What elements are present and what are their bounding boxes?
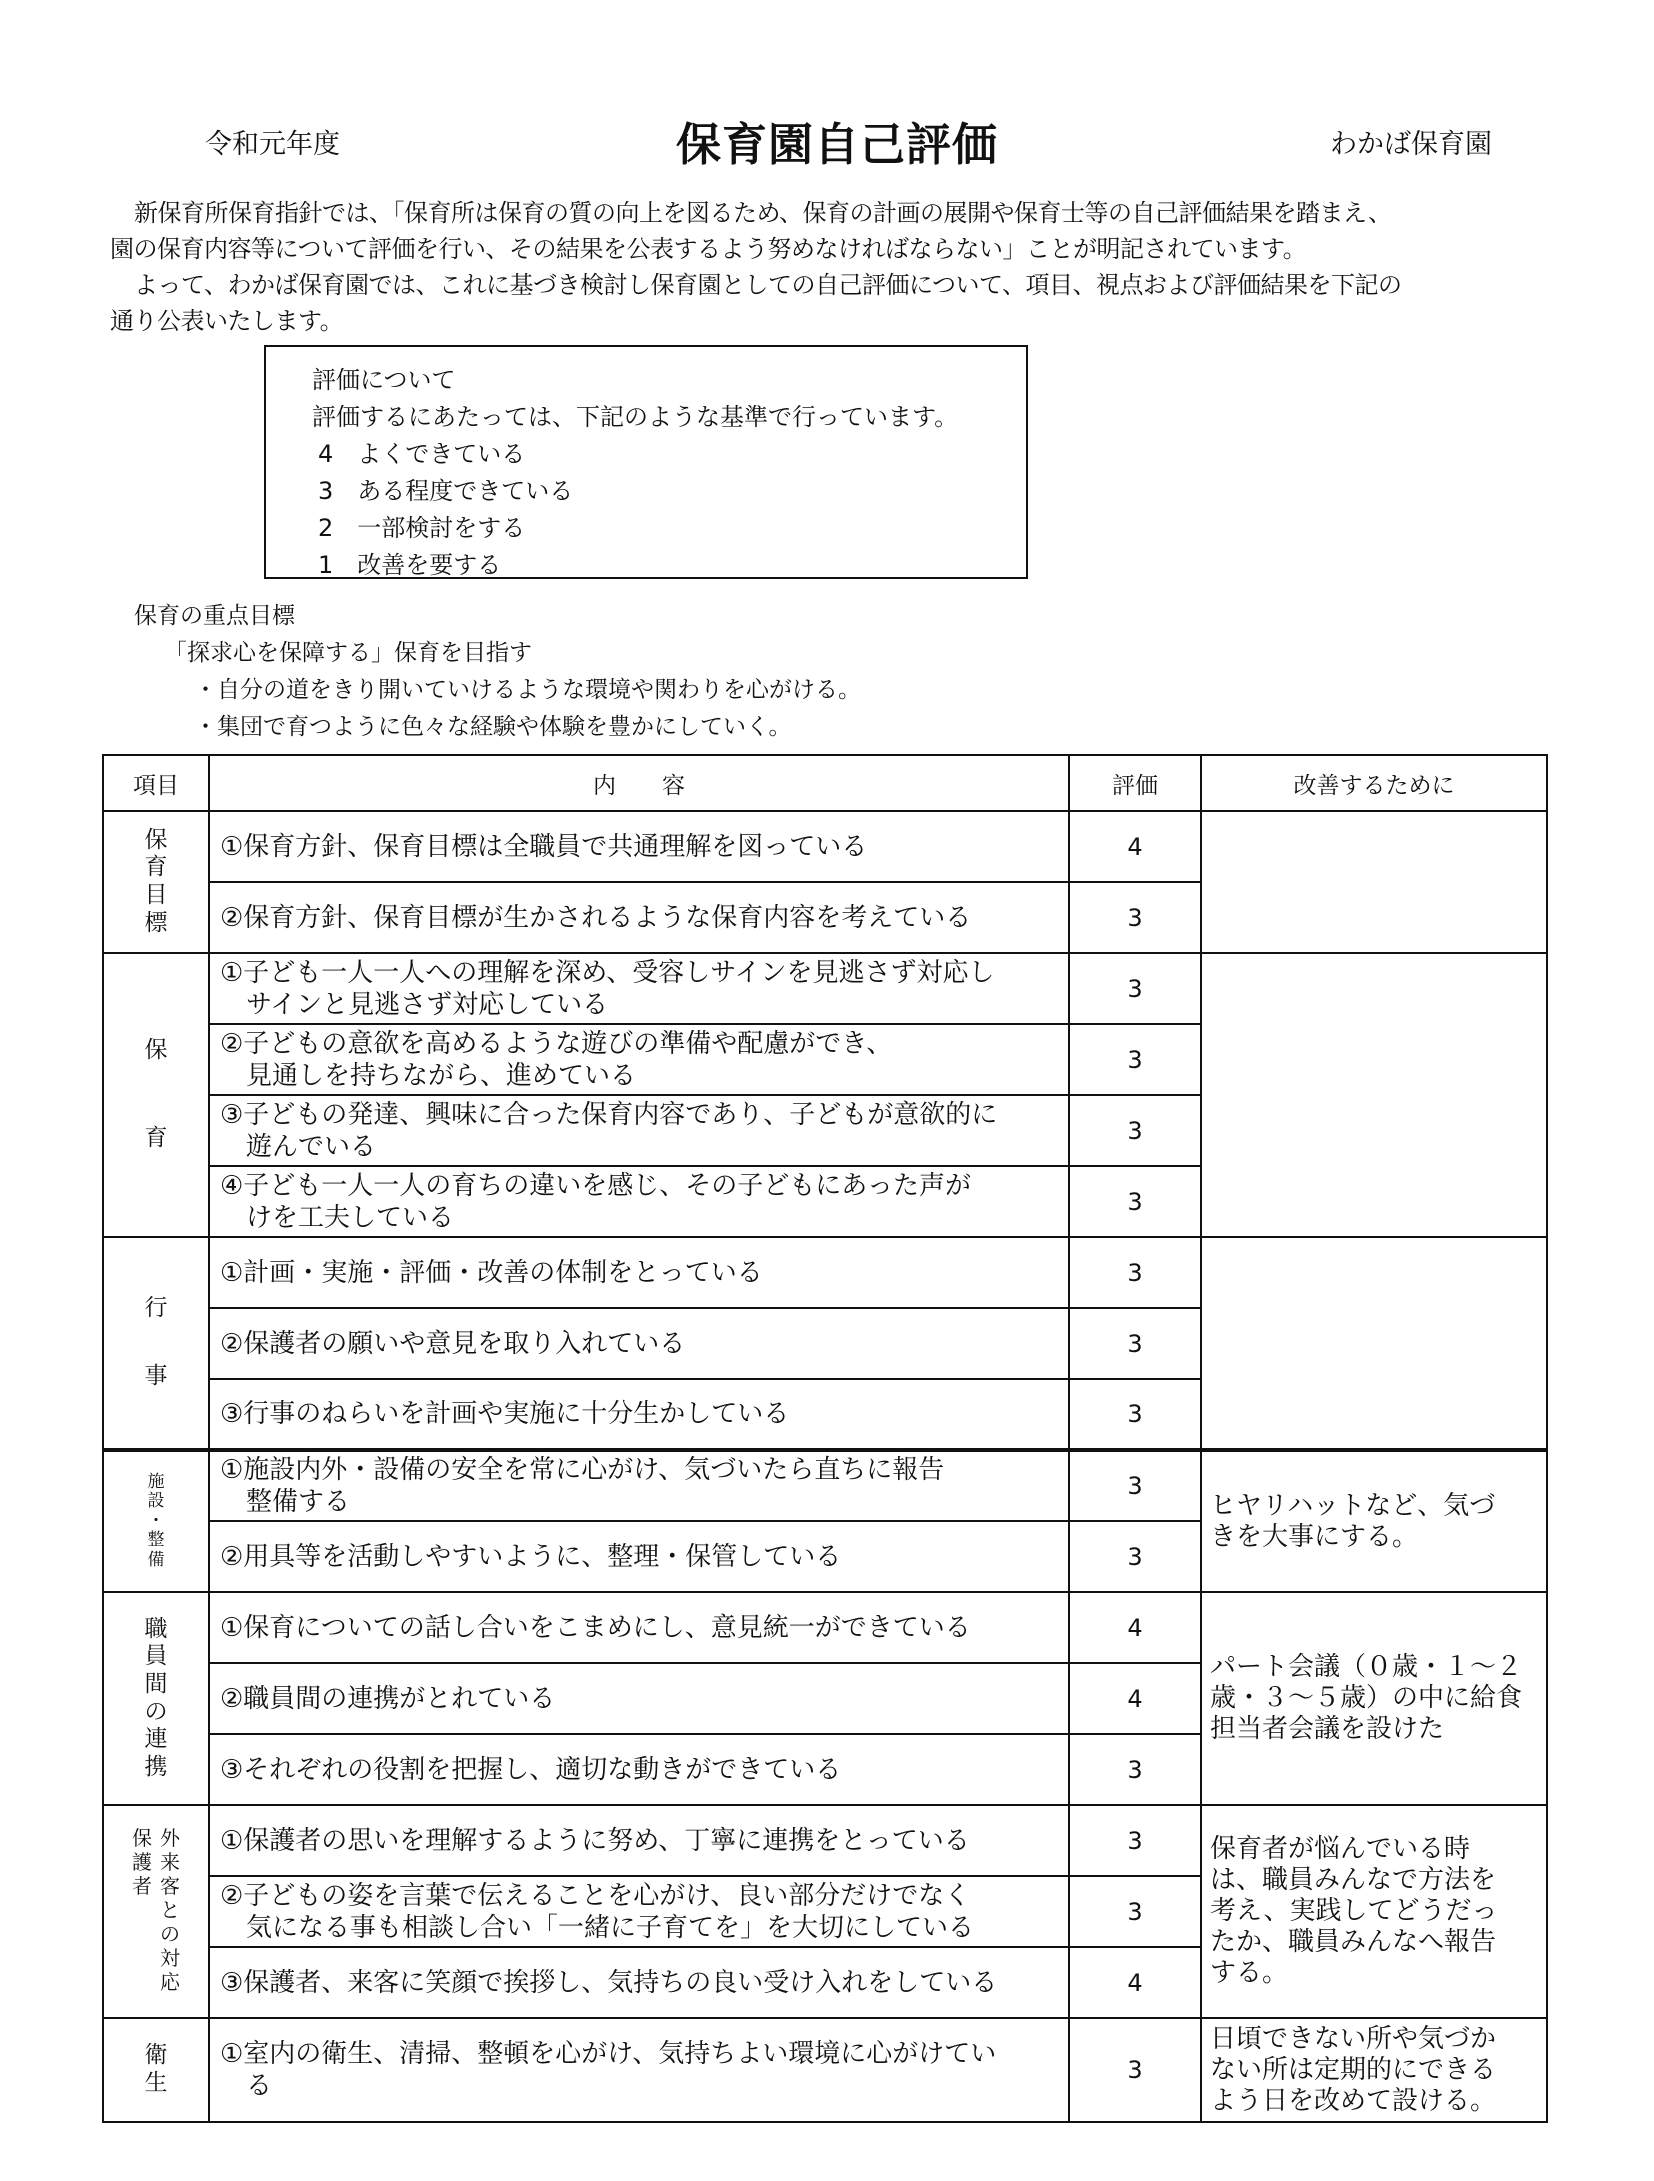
item-content: ②職員間の連携がとれている — [209, 1663, 1069, 1734]
item-content: ①施設内外・設備の安全を常に心がけ、気づいたら直ちに報告 整備する — [209, 1450, 1069, 1521]
item-content: ②保育方針、保育目標が生かされるような保育内容を考えている — [209, 882, 1069, 953]
improvement-staff: パート会議（０歳・１～２ 歳・３～５歳）の中に給食 担当者会議を設けた — [1201, 1592, 1547, 1805]
intro-line: 園の保育内容等について評価を行い、その結果を公表するよう努めなければならない」ことが明記されています。 — [110, 235, 1307, 263]
page-title: 保育園自己評価 — [676, 118, 999, 171]
criteria-title: 評価について — [312, 366, 456, 394]
category-events: 行 事 — [103, 1237, 209, 1450]
item-content: ②用具等を活動しやすいように、整理・保管している — [209, 1521, 1069, 1592]
item-rating: 3 — [1069, 2018, 1201, 2122]
item-content: ①保育方針、保育目標は全職員で共通理解を図っている — [209, 811, 1069, 882]
item-rating: 3 — [1069, 1450, 1201, 1521]
header-improve: 改善するために — [1201, 755, 1547, 811]
category-facilities: 施設 ・ 整備 — [103, 1450, 209, 1592]
item-content: ②子どもの意欲を高めるような遊びの準備や配慮ができ、 見通しを持ちながら、進めている — [209, 1024, 1069, 1095]
header-content: 内 容 — [209, 755, 1069, 811]
header-category: 項目 — [103, 755, 209, 811]
item-rating: 3 — [1069, 1237, 1201, 1308]
item-rating: 3 — [1069, 882, 1201, 953]
category-hygiene: 衛生 — [103, 2018, 209, 2122]
intro-line: 通り公表いたします。 — [110, 307, 344, 335]
table-row — [103, 1450, 1547, 1521]
intro-line: よって、わかば保育園では、これに基づき検討し保育園としての自己評価について、項目、視点および評価結果を下記の — [134, 271, 1402, 299]
criteria-box — [264, 345, 1028, 579]
item-content: ①保護者の思いを理解するように努め、丁寧に連携をとっている — [209, 1805, 1069, 1876]
evaluation-table — [102, 754, 1548, 2123]
criteria-level: 2 一部検討をする — [318, 514, 526, 542]
item-rating: 3 — [1069, 1095, 1201, 1166]
item-rating: 4 — [1069, 1592, 1201, 1663]
criteria-level: 1 改善を要する — [318, 551, 502, 579]
item-rating: 4 — [1069, 1947, 1201, 2018]
item-rating: 3 — [1069, 1876, 1201, 1947]
item-content: ①保育についての話し合いをこまめにし、意見統一ができている — [209, 1592, 1069, 1663]
item-rating: 3 — [1069, 1805, 1201, 1876]
fiscal-year: 令和元年度 — [205, 129, 340, 160]
item-content: ①室内の衛生、清掃、整頓を心がけ、気持ちよい環境に心がけてい る — [209, 2018, 1069, 2122]
category-childcare-goals: 保育目標 — [103, 811, 209, 953]
item-content: ③保護者、来客に笑顔で挨拶し、気持ちの良い受け入れをしている — [209, 1947, 1069, 2018]
item-rating: 3 — [1069, 1024, 1201, 1095]
improvement-empty — [1201, 811, 1547, 953]
improvement-hygiene: 日頃できない所や気づか ない所は定期的にできる よう日を改めて設ける。 — [1201, 2018, 1547, 2122]
item-rating: 3 — [1069, 1734, 1201, 1805]
category-staff-cooperation: 職員間の連携 — [103, 1592, 209, 1805]
table-row — [103, 1805, 1547, 1876]
intro-line: 新保育所保育指針では、「保育所は保育の質の向上を図るため、保育の計画の展開や保育士等の自己評価結果を踏まえ、 — [134, 199, 1392, 227]
item-content: ②子どもの姿を言葉で伝えることを心がけ、良い部分だけでなく 気になる事も相談し合い「一緒に子育てを」を大切にしている — [209, 1876, 1069, 1947]
item-rating: 3 — [1069, 1379, 1201, 1450]
organization-name: わかば保育園 — [1330, 129, 1492, 160]
table-row — [103, 811, 1547, 882]
item-rating: 3 — [1069, 1308, 1201, 1379]
item-rating: 4 — [1069, 1663, 1201, 1734]
table-row — [103, 1237, 1547, 1308]
item-content: ①子ども一人一人への理解を深め、受容しサインを見逃さず対応し サインと見逃さず対応している — [209, 953, 1069, 1024]
improvement-parents: 保育者が悩んでいる時 は、職員みんなで方法を 考え、実践してどうだっ たか、職員みんなへ報告 する。 — [1201, 1805, 1547, 2018]
improvement-empty — [1201, 953, 1547, 1237]
item-content: ④子ども一人一人の育ちの違いを感じ、その子どもにあった声が けを工夫している — [209, 1166, 1069, 1237]
goals-bullet: ・自分の道をきり開いていけるような環境や関わりを心がける。 — [194, 677, 861, 703]
table-header-row — [103, 755, 1547, 811]
goals-main: 「探求心を保障する」保育を目指す — [164, 640, 532, 666]
category-parents-visitors: 保護者 外来客との対応 — [103, 1805, 209, 2018]
goals-heading: 保育の重点目標 — [134, 603, 295, 629]
item-content: ③行事のねらいを計画や実施に十分生かしている — [209, 1379, 1069, 1450]
criteria-level: 3 ある程度できている — [318, 477, 574, 505]
table-row — [103, 953, 1547, 1024]
item-content: ③それぞれの役割を把握し、適切な動きができている — [209, 1734, 1069, 1805]
improvement-facilities: ヒヤリハットなど、気づ きを大事にする。 — [1201, 1450, 1547, 1592]
goals-bullet: ・集団で育つように色々な経験や体験を豊かにしていく。 — [194, 714, 792, 740]
item-rating: 3 — [1069, 953, 1201, 1024]
item-content: ①計画・実施・評価・改善の体制をとっている — [209, 1237, 1069, 1308]
table-row — [103, 2018, 1547, 2122]
item-content: ③子どもの発達、興味に合った保育内容であり、子どもが意欲的に 遊んでいる — [209, 1095, 1069, 1166]
category-childcare: 保 育 — [103, 953, 209, 1237]
improvement-empty — [1201, 1237, 1547, 1450]
header-rating: 評価 — [1069, 755, 1201, 811]
item-rating: 4 — [1069, 811, 1201, 882]
item-rating: 3 — [1069, 1166, 1201, 1237]
criteria-level: 4 よくできている — [318, 440, 526, 468]
criteria-description: 評価するにあたっては、下記のような基準で行っています。 — [312, 403, 959, 431]
item-rating: 3 — [1069, 1521, 1201, 1592]
item-content: ②保護者の願いや意見を取り入れている — [209, 1308, 1069, 1379]
table-row — [103, 1592, 1547, 1663]
